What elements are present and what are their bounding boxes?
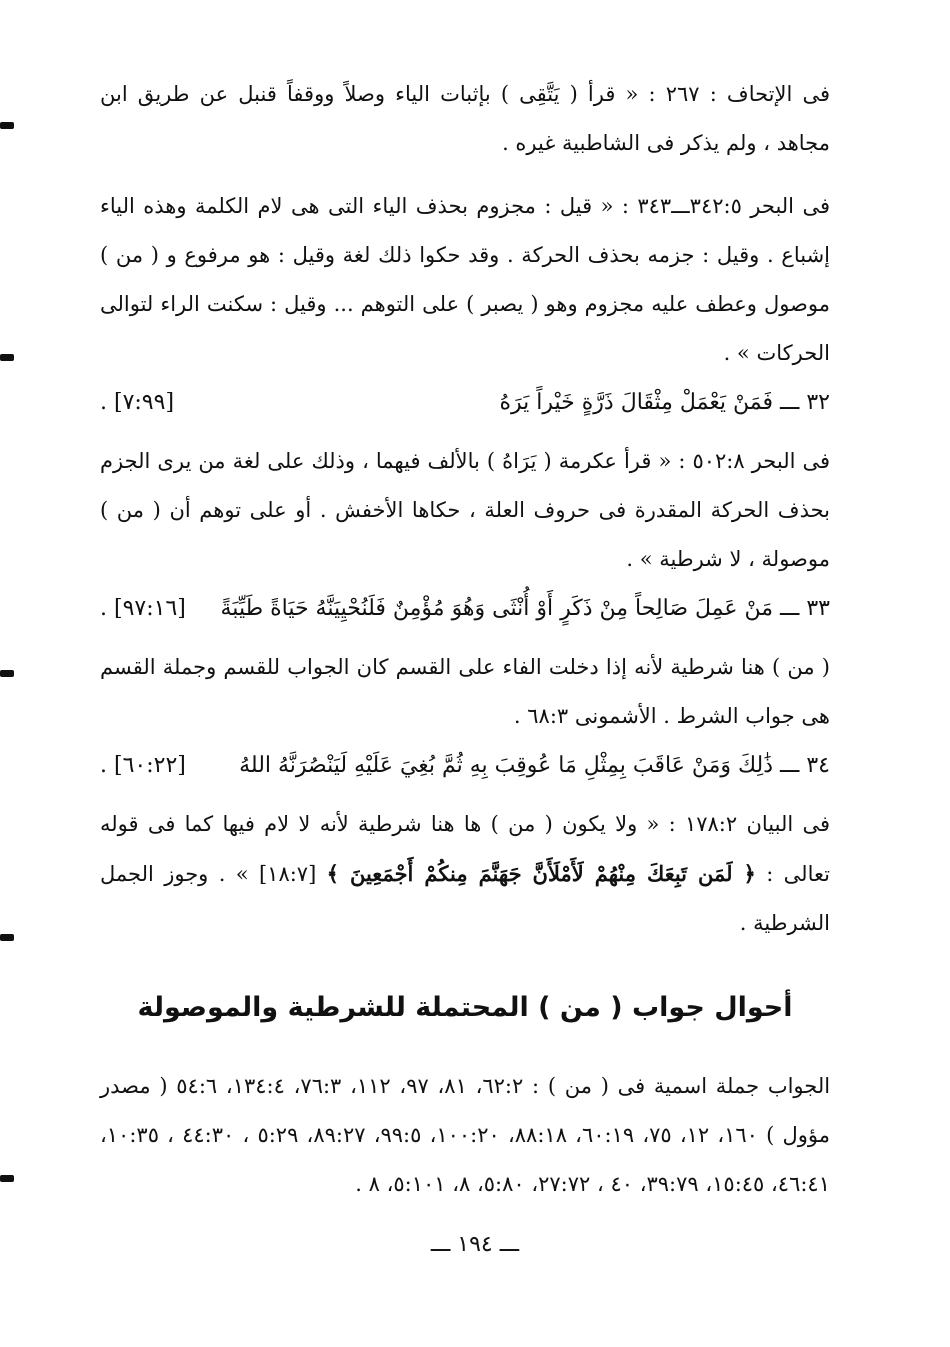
verse-33 <box>100 584 830 633</box>
paragraph-shart: ( من ) هنا شرطية لأنه إذا دخلت الفاء على القسم كان الجواب للقسم وجملة القسم هى جواب الشرط . الأشمونى ٦٨:٣ . <box>100 655 830 728</box>
paragraph-bahr-1: فى البحر ٣٤٢:٥ـــ٣٤٣ : « قيل : مجزوم بحذف الياء التى هى لام الكلمة وهذه الياء إشباع . وقيل : جزمه بحذف الحركة . وقد حكوا ذلك لغة وقيل : هو مرفوع و ( من ) موصول وعطف عليه مجزوم وهو ( يصبر ) على التوهم ... وقيل : سكنت الراء لتوالى الحركات » . <box>100 194 830 365</box>
quran-quote: ﴿ لَمَن تَبِعَكَ مِنْهُمْ لَأَمْلَأَنَّ جَهَنَّمَ مِنكُمْ أَجْمَعِينَ ﴾ <box>326 861 756 886</box>
margin-mark <box>0 670 14 677</box>
verse-33-reference: . [٩٧:١٦] <box>100 596 186 621</box>
document-page <box>100 70 830 1310</box>
verse-32-reference: . [٧:٩٩] <box>100 390 175 415</box>
margin-mark <box>0 122 14 129</box>
paragraph-ithaf: فى الإتحاف : ٢٦٧ : « قرأ ( يَتَّقِى ) بإثبات الياء وصلاً ووقفاً قنبل عن طريق ابن مجاهد ، ولم يذكر فى الشاطبية غيره . <box>100 82 830 155</box>
paragraph-bayan <box>100 800 830 948</box>
verse-34-text: ٣٤ ـــ ذَٰلِكَ وَمَنْ عَاقَبَ بِمِثْلِ مَا عُوقِبَ بِهِ ثُمَّ بُغِيَ عَلَيْهِ لَيَنْصُرَنَّهُ اللهُ <box>239 753 830 778</box>
spacer <box>100 633 830 643</box>
spacer <box>100 427 830 437</box>
spacer <box>100 790 830 800</box>
quran-quote-reference: [١٨:٧] » . <box>218 862 317 886</box>
margin-mark <box>0 1175 14 1182</box>
verse-32 <box>100 378 830 427</box>
verse-33-text: ٣٣ ـــ مَنْ عَمِلَ صَالِحاً مِنْ ذَكَرٍ أَوْ أُنْثَى وَهُوَ مُؤْمِنٌ فَلَنُحْيِيَنَّهُ حَيَاةً طَيِّبَةً <box>220 596 830 621</box>
paragraph-bayan-end: وجوز الجمل الشرطية . <box>100 862 830 935</box>
margin-mark <box>0 934 14 941</box>
verse-32-text: ٣٢ ـــ فَمَنْ يَعْمَلْ مِثْقَالَ ذَرَّةٍ خَيْراً يَرَهُ <box>499 390 830 415</box>
section-title: أحوال جواب ( من ) المحتملة للشرطية والموصولة <box>137 992 793 1023</box>
paragraph-bayan-intro: فى البيان ١٧٨:٢ : « ولا يكون ( من ) ها هنا شرطية لأنه لا لام فيها كما فى قوله تعالى : <box>100 812 830 886</box>
margin-mark <box>0 354 14 361</box>
spacer <box>100 168 830 182</box>
page-number: ـــ ١٩٤ ـــ <box>430 1232 520 1257</box>
paragraph-answers-list: الجواب جملة اسمية فى ( من ) : ٦٢:٢، ٨١، ٩٧، ١١٢، ٧٦:٣، ١٣٤:٤، ٥٤:٦ ( مصدر مؤول ) ١٦٠، ١٢، ٧٥، ٦٠:١٩، ٨٨:١٨، ١٠٠:٢٠، ٩٩:٥، ٨٩:٢٧، ٥:٢٩ ، ٤٤:٣٠ ، ١٠:٣٥، ٤٦:٤١، ١٥:٤٥، ٣٩:٧٩، ٤٠ ، ٢٧:٧٢، ٥:٨٠، ٨، ٥:١٠١، ٨ . <box>100 1074 831 1196</box>
paragraph-bahr-2: فى البحر ٥٠٢:٨ : « قرأ عكرمة ( يَرَاهُ ) بالألف فيهما ، وذلك على لغة من يرى الجزم بحذف الحركة المقدرة فى حروف العلة ، حكاها الأخفش . أو على توهم أن ( من ) موصولة ، لا شرطية » . <box>100 449 831 571</box>
verse-34-reference: . [٦٠:٢٢] <box>100 753 186 778</box>
verse-34 <box>100 741 830 790</box>
